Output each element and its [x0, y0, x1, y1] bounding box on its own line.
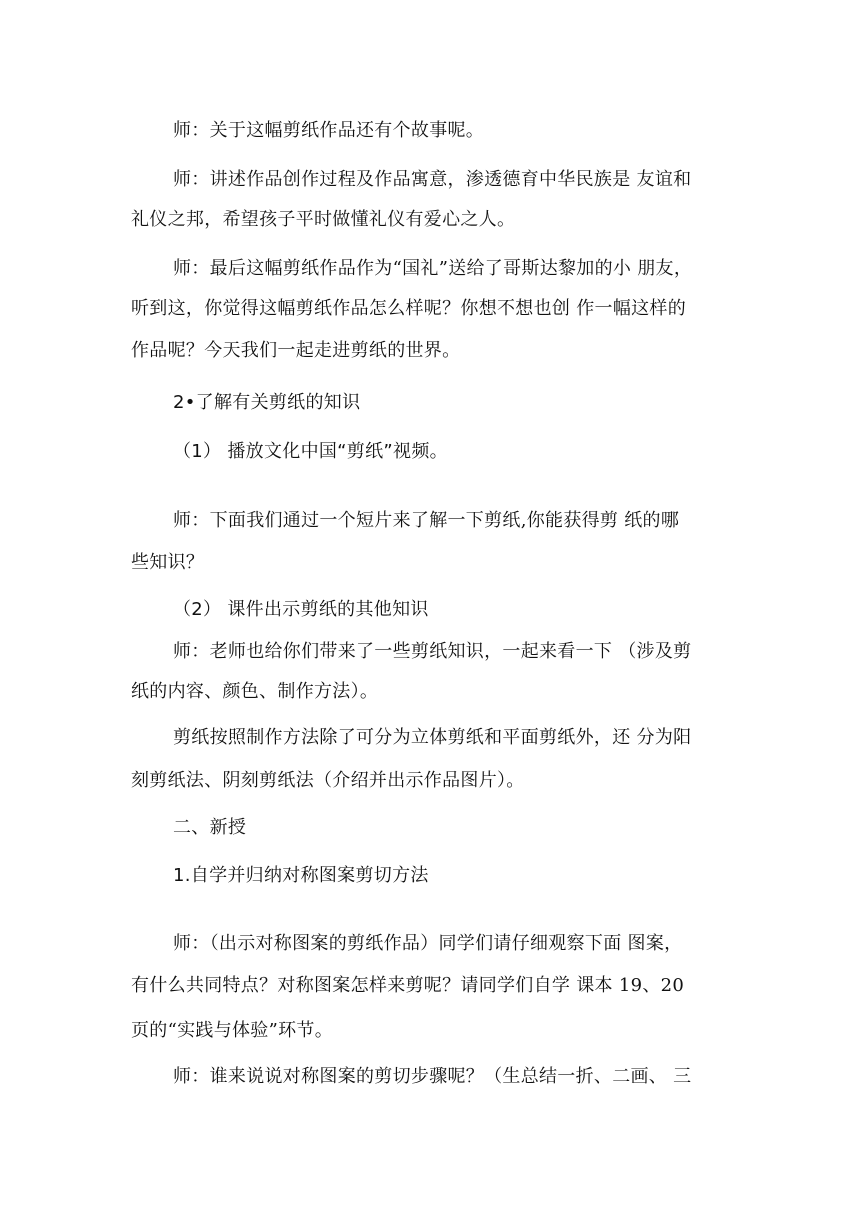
paragraph-methods-cont: 刻剪纸法、阴刻剪纸法（介绍并出示作品图片）。: [131, 770, 525, 791]
paragraph-national-gift: 师：最后这幅剪纸作品作为“国礼”送给了哥斯达黎加的小 朋友，: [173, 258, 693, 279]
paragraph-observe-pattern: 师：（出示对称图案的剪纸作品）同学们请仔细观察下面 图案，: [173, 933, 683, 954]
paragraph-national-gift-cont1: 听到这，你觉得这幅剪纸作品怎么样呢？你想不想也创 作一幅这样的: [131, 298, 687, 319]
paragraph-creation-process-cont: 礼仪之邦，希望孩子平时做懂礼仪有爱心之人。: [131, 209, 516, 230]
paragraph-short-film-cont: 些知识？: [131, 552, 205, 573]
paragraph-methods: 剪纸按照制作方法除了可分为立体剪纸和平面剪纸外，还 分为阳: [173, 727, 692, 748]
paragraph-short-film: 师：下面我们通过一个短片来了解一下剪纸,你能获得剪 纸的哪: [173, 510, 680, 531]
paragraph-teacher-knowledge: 师：老师也给你们带来了一些剪纸知识，一起来看一下 （涉及剪: [173, 641, 692, 662]
paragraph-observe-pattern-cont1: 有什么共同特点？对称图案怎样来剪呢？请同学们自学 课本 19、20: [131, 975, 685, 996]
section-heading-new-lesson: 二、新授: [173, 817, 247, 838]
section-heading-paper-cut-knowledge: 2•了解有关剪纸的知识: [173, 392, 361, 413]
paragraph-story-intro: 师：关于这幅剪纸作品还有个故事呢。: [173, 120, 485, 141]
item-self-study: 1.自学并归纳对称图案剪切方法: [173, 865, 429, 886]
item-video: （1） 播放文化中国“剪纸”视频。: [173, 441, 448, 462]
paragraph-national-gift-cont2: 作品呢？今天我们一起走进剪纸的世界。: [131, 340, 461, 361]
paragraph-observe-pattern-cont2: 页的“实践与体验”环节。: [131, 1020, 334, 1041]
paragraph-creation-process: 师：讲述作品创作过程及作品寓意，渗透德育中华民族是 友谊和: [173, 169, 692, 190]
item-courseware: （2） 课件出示剪纸的其他知识: [173, 599, 429, 620]
paragraph-cutting-steps: 师：谁来说说对称图案的剪切步骤呢？（生总结一折、二画、 三: [173, 1066, 692, 1087]
paragraph-teacher-knowledge-cont: 纸的内容、颜色、制作方法）。: [131, 681, 379, 702]
